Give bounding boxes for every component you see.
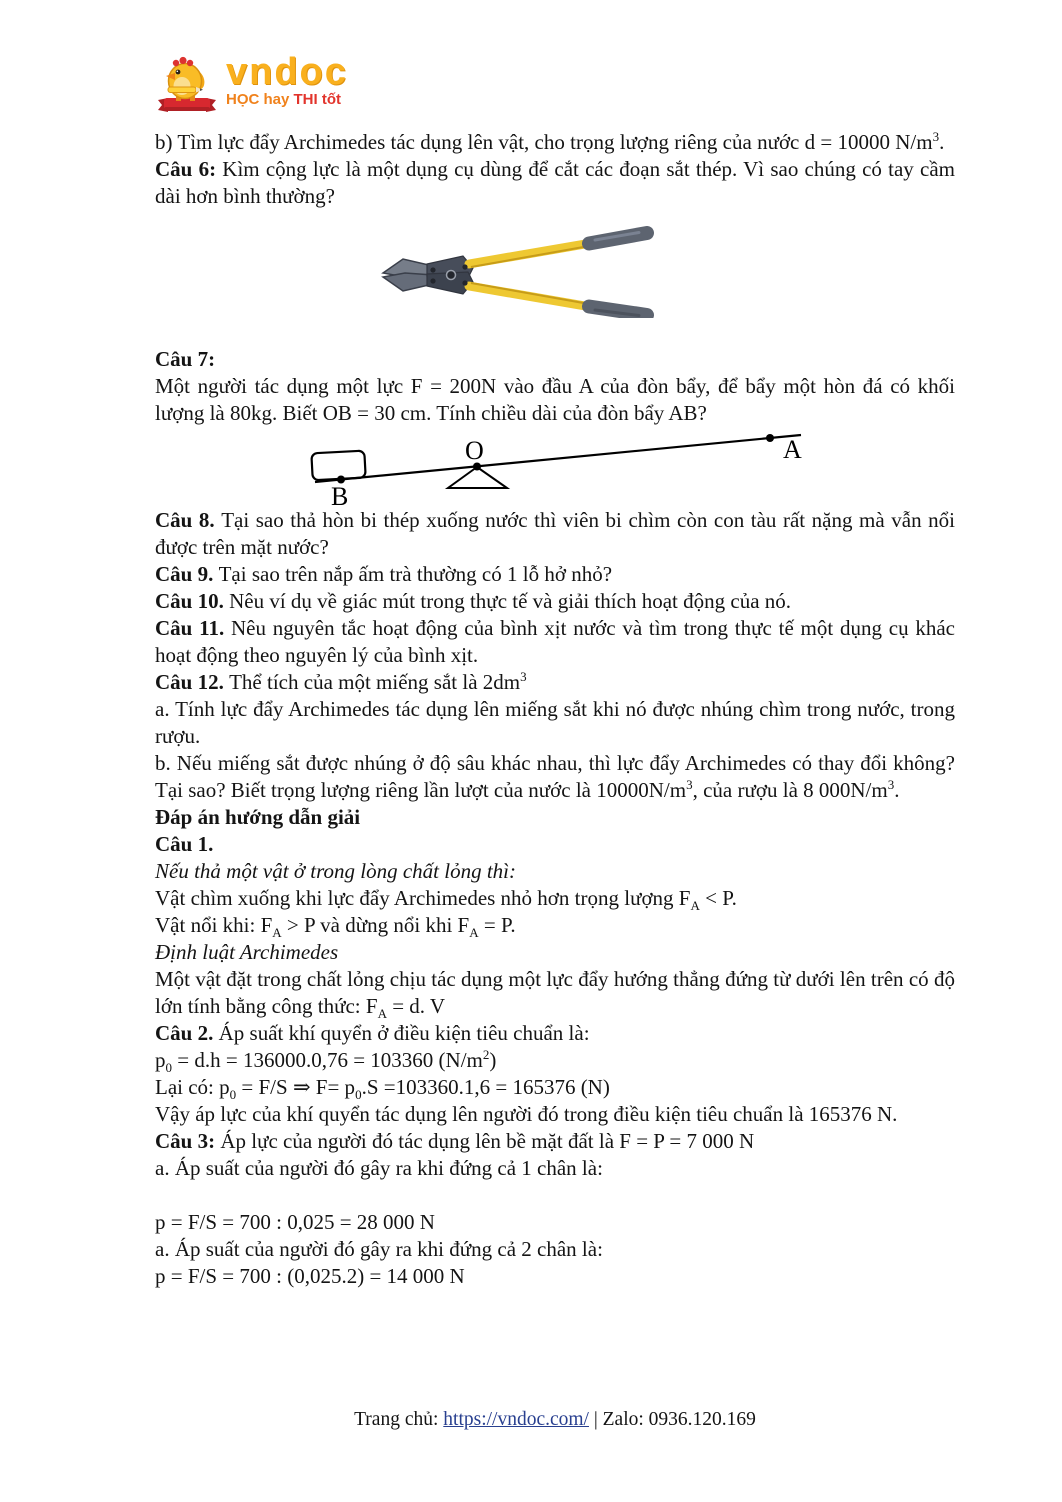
paragraph: [155, 1020, 955, 1047]
paragraph: [155, 588, 955, 615]
text-segment: A: [469, 925, 479, 941]
text-segment: p = F/S = 700 : (0,025.2) = 14 000 N: [155, 1264, 465, 1288]
brand-tagline: [226, 91, 348, 109]
paragraph: [155, 804, 955, 831]
text-segment: 3: [520, 669, 527, 684]
text-segment: b. Nếu miếng sắt được nhúng ở độ sâu khác nhau, thì lực đẩy Archimedes có thay đổi không? Tại sao? Biết trọng lượng riêng lần lượt của nước là 10000N/m: [155, 751, 955, 802]
text-segment: Định luật Archimedes: [155, 940, 339, 964]
text-segment: Câu 8.: [155, 508, 222, 532]
text-segment: 0: [165, 1060, 173, 1076]
paragraph: [155, 1128, 955, 1155]
text-segment: 0: [229, 1087, 237, 1103]
footer: [155, 1408, 955, 1432]
paragraph: [155, 939, 955, 966]
footer-zalo: Zalo: 0936.120.169: [602, 1409, 756, 1430]
text-segment: = P.: [478, 913, 516, 937]
footer-separator: |: [588, 1409, 603, 1430]
text-segment: a. Áp suất của người đó gây ra khi đứng cả 2 chân là:: [155, 1237, 603, 1261]
paragraph: [155, 346, 955, 373]
paragraph: [155, 1047, 955, 1074]
text-segment: 3: [932, 129, 940, 144]
vndoc-logo: [156, 51, 348, 115]
lever-diagram: [155, 427, 955, 507]
text-segment: Tại sao trên nắp ấm trà thường có 1 lỗ hở nhỏ?: [218, 562, 613, 586]
text-segment: Nêu ví dụ về giác mút trong thực tế và giải thích hoạt động của nó.: [229, 589, 792, 613]
text-segment: p: [155, 1048, 166, 1072]
paragraph: [155, 1209, 955, 1236]
paragraph: [155, 912, 955, 939]
text-segment: Vật nổi khi: F: [155, 913, 273, 937]
text-segment: Câu 7:: [155, 347, 216, 371]
paragraph: [155, 750, 955, 804]
text-segment: Áp suất khí quyển ở điều kiện tiêu chuẩn là:: [218, 1021, 590, 1045]
text-segment: Vậy áp lực của khí quyển tác dụng lên người đó trong điều kiện tiêu chuẩn là 165376 N.: [155, 1102, 898, 1126]
text-segment: Lại có: p: [155, 1075, 230, 1099]
footer-prefix: Trang chủ:: [354, 1409, 444, 1430]
text-segment: = d. V: [386, 994, 446, 1018]
vndoc-mascot-icon: [156, 55, 218, 115]
text-segment: Tại sao thả hòn bi thép xuống nước thì viên bi chìm còn con tàu rất nặng mà vẫn nổi được trên mặt nước?: [155, 508, 955, 559]
text-segment: Áp lực của người đó tác dụng lên bề mặt đất là F = P = 7 000 N: [220, 1129, 755, 1153]
text-segment: p = F/S = 700 : 0,025 = 28 000 N: [155, 1210, 435, 1234]
paragraph: [155, 669, 955, 696]
paragraph: [155, 1155, 955, 1182]
home-link[interactable]: https://vndoc.com/: [443, 1409, 589, 1430]
lever-label-o: O: [465, 436, 484, 465]
paragraph: [155, 966, 955, 1020]
paragraph: [155, 1101, 955, 1128]
paragraph: [155, 1236, 955, 1263]
text-segment: .: [939, 130, 945, 154]
paragraph: [155, 885, 955, 912]
paragraph: [155, 831, 955, 858]
text-segment: a. Tính lực đẩy Archimedes tác dụng lên miếng sắt khi nó được nhúng chìm trong nước, trong rượu.: [155, 697, 955, 748]
text-segment: A: [690, 898, 700, 914]
text-segment: < P.: [699, 886, 737, 910]
lever-diagram-graphic: [155, 427, 955, 507]
paragraph: [155, 507, 955, 561]
text-segment: 0: [355, 1087, 362, 1103]
tagline-part-orange: HỌC hay: [226, 91, 294, 108]
bolt-cutter-image: [155, 226, 955, 318]
text-segment: Câu 3:: [155, 1129, 221, 1153]
blank-line: [155, 1182, 955, 1209]
text-segment: .S =103360.1,6 = 165376 (N): [361, 1075, 610, 1099]
paragraph: [155, 373, 955, 427]
text-segment: Câu 1.: [155, 832, 214, 856]
text-segment: Câu 11.: [155, 616, 231, 640]
text-segment: , của rượu là 8 000N/m: [692, 778, 888, 802]
text-segment: Nếu thả một vật ở trong lòng chất lỏng thì:: [155, 859, 516, 883]
text-segment: 3: [887, 777, 895, 792]
lever-label-a: A: [783, 435, 802, 464]
paragraph: [155, 858, 955, 885]
tagline-part-red: THI tốt: [293, 91, 341, 108]
text-segment: Đáp án hướng dẫn giải: [155, 805, 361, 829]
text-segment: Câu 9.: [155, 562, 219, 586]
text-segment: Vật chìm xuống khi lực đẩy Archimedes nhỏ hơn trọng lượng F: [155, 886, 691, 910]
text-segment: A: [377, 1006, 387, 1022]
text-segment: b) Tìm lực đẩy Archimedes tác dụng lên vật, cho trọng lượng riêng của nước d = 10000 N/m: [155, 130, 933, 154]
text-segment: Một người tác dụng một lực F = 200N vào đầu A của đòn bẩy, để bẩy một hòn đá có khối lượng là 80kg. Biết OB = 30 cm. Tính chiều dài của đòn bẩy AB?: [155, 374, 955, 425]
text-segment: A: [272, 925, 282, 941]
paragraph: [155, 1074, 955, 1101]
text-segment: 2: [482, 1047, 490, 1062]
text-segment: a. Áp suất của người đó gây ra khi đứng cả 1 chân là:: [155, 1156, 603, 1180]
brand-name: vndoc: [226, 51, 348, 93]
paragraph: [155, 696, 955, 750]
text-segment: Câu 2.: [155, 1021, 219, 1045]
bolt-cutter-graphic: [367, 226, 657, 318]
document-body: [155, 129, 955, 1290]
paragraph: [155, 561, 955, 588]
paragraph: [155, 615, 955, 669]
lever-label-b: B: [331, 482, 349, 507]
text-segment: Nêu nguyên tắc hoạt động của bình xịt nước và tìm trong thực tế một dụng cụ khác hoạt động theo nguyên lý của bình xịt.: [155, 616, 955, 667]
text-segment: Một vật đặt trong chất lỏng chịu tác dụng một lực đẩy hướng thẳng đứng từ dưới lên trên có độ lớn tính bằng công thức: F: [155, 967, 955, 1018]
text-segment: Thể tích của một miếng sắt là 2dm: [229, 670, 521, 694]
text-segment: ): [489, 1048, 497, 1072]
text-segment: 3: [686, 777, 693, 792]
paragraph: [155, 129, 955, 156]
text-segment: Kìm cộng lực là một dụng cụ dùng để cắt các đoạn sắt thép. Vì sao chúng có tay cầm dài hơn bình thường?: [155, 157, 955, 208]
paragraph: [155, 156, 955, 210]
text-segment: Câu 10.: [155, 589, 230, 613]
text-segment: Câu 6:: [155, 157, 223, 181]
text-segment: Câu 12.: [155, 670, 230, 694]
text-segment: = d.h = 136000.0,76 = 103360 (N/m: [172, 1048, 483, 1072]
text-segment: .: [894, 778, 900, 802]
paragraph: [155, 1263, 955, 1290]
text-segment: > P và dừng nổi khi F: [281, 913, 470, 937]
text-segment: = F/S ⇒ F= p: [236, 1075, 356, 1099]
